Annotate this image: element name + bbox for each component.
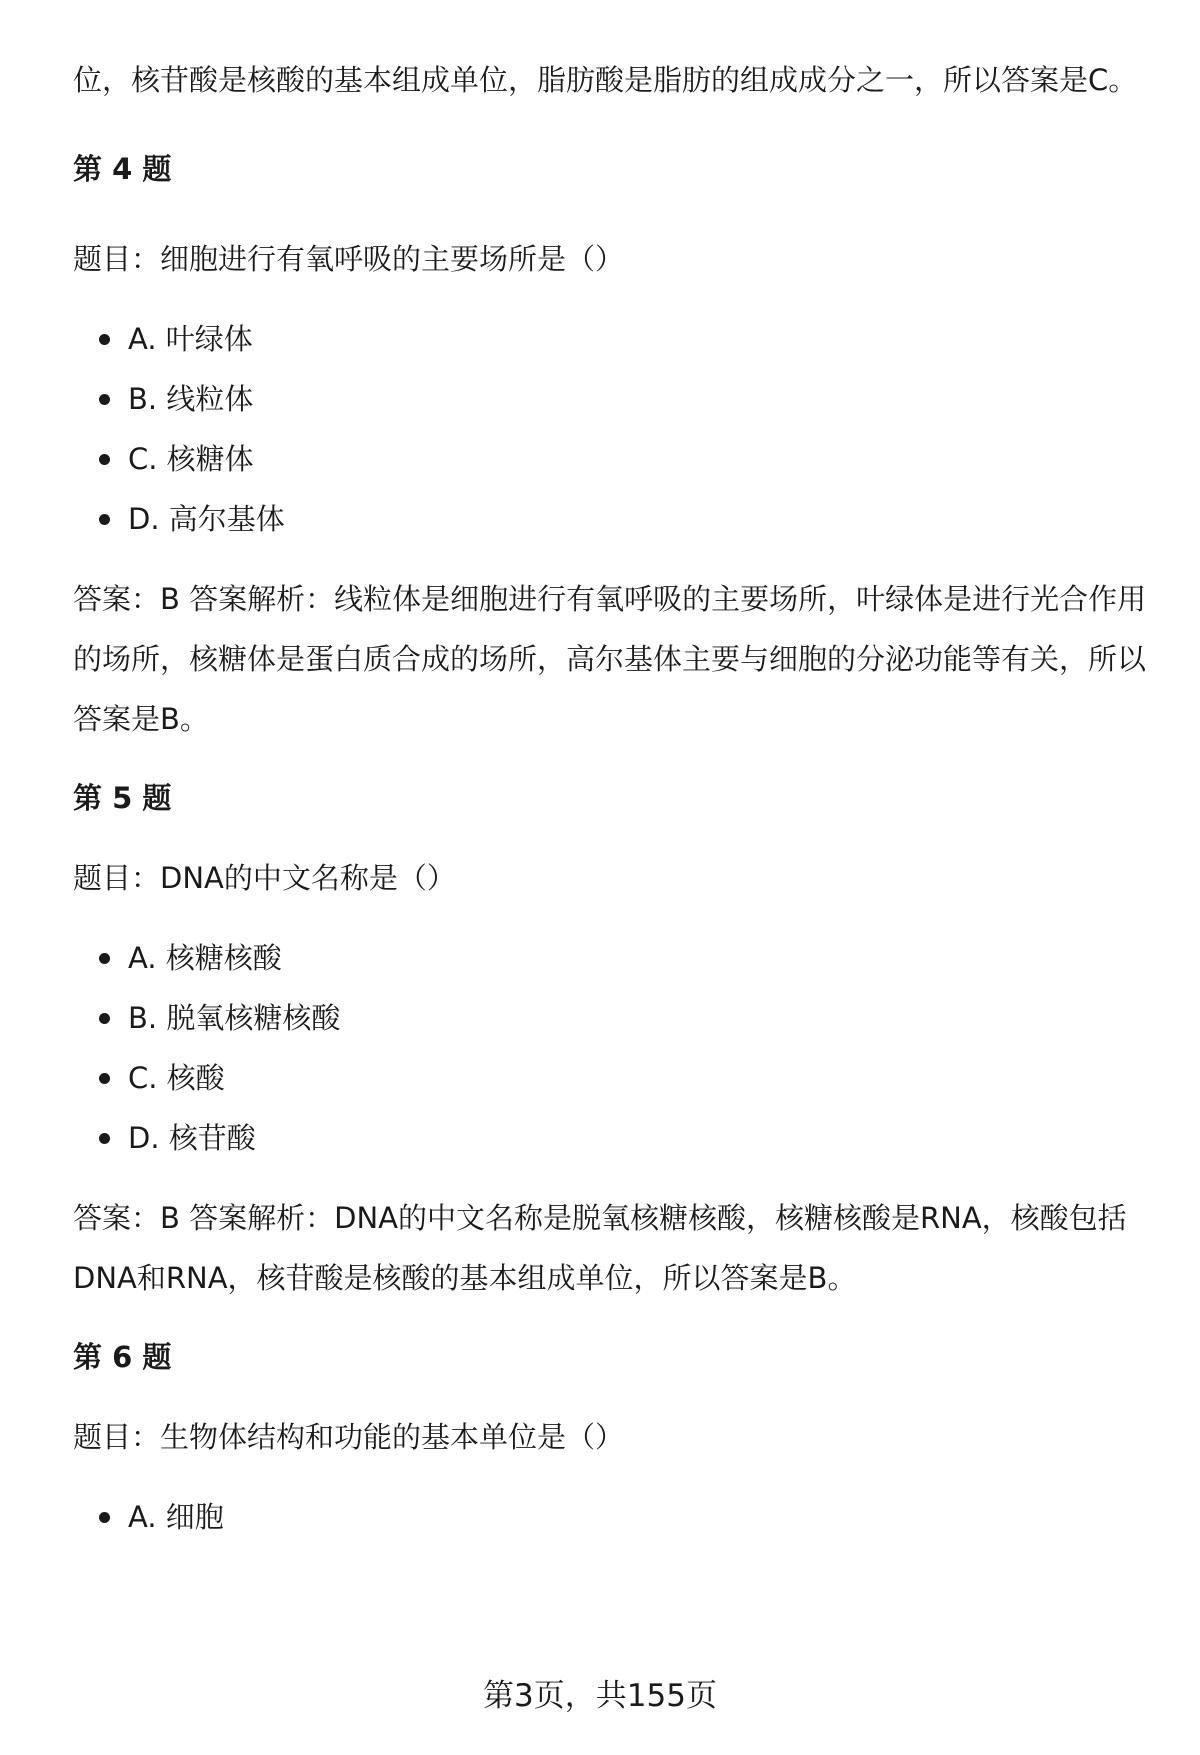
option-item bbox=[73, 369, 1163, 429]
question-5-answer: 答案：B 答案解析：DNA的中文名称是脱氧核糖核酸，核糖核酸是RNA，核酸包括DNA和RNA，核苷酸是核酸的基本组成单位，所以答案是B。 bbox=[73, 1201, 1127, 1295]
question-5-options bbox=[73, 928, 1163, 1168]
option-item bbox=[73, 988, 1163, 1048]
option-label: C. 核糖体 bbox=[128, 442, 254, 476]
option-item bbox=[73, 928, 1163, 988]
question-4-answer: 答案：B 答案解析：线粒体是细胞进行有氧呼吸的主要场所，叶绿体是进行光合作用的场所，核糖体是蛋白质合成的场所，高尔基体主要与细胞的分泌功能等有关，所以答案是B。 bbox=[73, 582, 1147, 736]
option-label: B. 脱氧核糖核酸 bbox=[128, 1001, 341, 1035]
option-label: A. 细胞 bbox=[128, 1500, 224, 1534]
bullet-icon bbox=[99, 1512, 110, 1523]
question-6-heading: 第 6 题 bbox=[73, 1340, 172, 1374]
question-4-options bbox=[73, 309, 1163, 549]
bullet-icon bbox=[99, 953, 110, 964]
bullet-icon bbox=[99, 334, 110, 345]
intro-paragraph: 位，核苷酸是核酸的基本组成单位，脂肪酸是脂肪的组成成分之一，所以答案是C。 bbox=[73, 63, 1138, 97]
option-item bbox=[73, 1487, 1163, 1547]
question-5-heading: 第 5 题 bbox=[73, 781, 172, 815]
bullet-icon bbox=[99, 454, 110, 465]
bullet-icon bbox=[99, 394, 110, 405]
option-item bbox=[73, 309, 1163, 369]
question-4-stem: 题目：细胞进行有氧呼吸的主要场所是（） bbox=[73, 242, 625, 276]
page-number-footer: 第3页，共155页 bbox=[483, 1678, 717, 1714]
bullet-icon bbox=[99, 1013, 110, 1024]
option-label: D. 核苷酸 bbox=[128, 1121, 256, 1155]
question-4-heading: 第 4 题 bbox=[73, 152, 172, 186]
option-label: A. 叶绿体 bbox=[128, 322, 253, 356]
option-label: C. 核酸 bbox=[128, 1061, 225, 1095]
option-label: B. 线粒体 bbox=[128, 382, 254, 416]
option-label: A. 核糖核酸 bbox=[128, 941, 282, 975]
question-5-stem: 题目：DNA的中文名称是（） bbox=[73, 861, 456, 895]
option-item bbox=[73, 489, 1163, 549]
option-item bbox=[73, 1048, 1163, 1108]
bullet-icon bbox=[99, 1073, 110, 1084]
option-item bbox=[73, 1108, 1163, 1168]
bullet-icon bbox=[99, 514, 110, 525]
bullet-icon bbox=[99, 1133, 110, 1144]
option-label: D. 高尔基体 bbox=[128, 502, 285, 536]
page-content bbox=[73, 50, 1163, 1547]
question-6-stem: 题目：生物体结构和功能的基本单位是（） bbox=[73, 1420, 625, 1454]
option-item bbox=[73, 429, 1163, 489]
question-6-options bbox=[73, 1487, 1163, 1547]
